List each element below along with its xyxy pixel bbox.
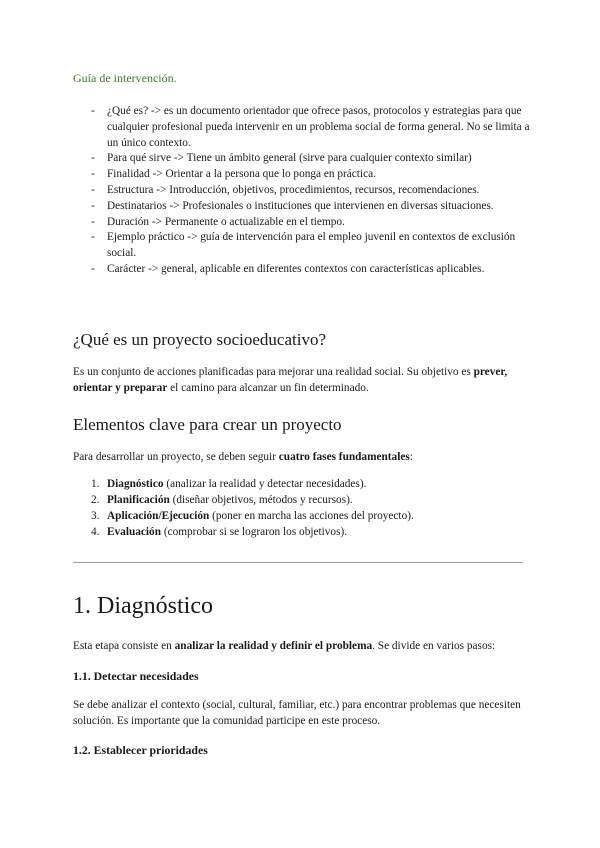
phase-desc: (comprobar si se lograron los objetivos). (161, 526, 348, 538)
list-item: - Duración -> Permanente o actualizable en el tiempo. (91, 215, 536, 231)
phases-list (91, 476, 414, 540)
bold-span: prever, orientar y preparar (73, 366, 508, 394)
phase-desc: (poner en marcha las acciones del proyecto). (209, 510, 414, 522)
list-item (91, 524, 414, 540)
list-item (91, 476, 414, 492)
list-item: - Estructura -> Introducción, objetivos, procedimientos, recursos, recomendaciones. (91, 183, 536, 199)
diagnostico-heading: 1. Diagnóstico (73, 593, 213, 619)
list-item: - Para qué sirve -> Tiene un ámbito general (sirve para cualquier contexto similar) (91, 151, 536, 167)
list-number: 2. (91, 494, 100, 506)
phase-name: Planificación (107, 494, 170, 506)
text-span: . Se divide en varios pasos: (372, 640, 496, 652)
elementos-intro (73, 449, 528, 465)
text-span: Para desarrollar un proyecto, se deben seguir (73, 451, 279, 463)
list-number: 4. (91, 526, 100, 538)
list-item: - ¿Qué es? -> es un documento orientador que ofrece pasos, protocolos y estrategias para que cualquier profesional pueda intervenir en un problema social de forma general. No se limita a un único contexto. (91, 104, 536, 151)
text-span: : (409, 451, 413, 463)
list-item: - Finalidad -> Orientar a la persona que lo ponga en práctica. (91, 167, 536, 183)
guia-list (91, 104, 536, 278)
phase-name: Diagnóstico (107, 478, 164, 490)
proyecto-definition (73, 364, 528, 396)
list-item: - Destinatarios -> Profesionales o instituciones que intervienen en diversas situaciones. (91, 199, 536, 215)
bold-span: analizar la realidad y definir el problema (174, 640, 373, 652)
guia-title: Guía de intervención. (73, 71, 177, 85)
subheading-detectar: 1.1. Detectar necesidades (73, 669, 199, 683)
bold-span: cuatro fases fundamentales (278, 451, 410, 463)
section-heading-proyecto: ¿Qué es un proyecto socioeducativo? (73, 330, 327, 349)
section-heading-elementos: Elementos clave para crear un proyecto (73, 415, 342, 434)
text-span: el camino para alcanzar un fin determinado. (167, 382, 369, 394)
subheading-prioridades: 1.2. Establecer prioridades (73, 743, 208, 757)
divider (73, 562, 523, 563)
phase-desc: (diseñar objetivos, métodos y recursos). (169, 494, 353, 506)
list-item: - Carácter -> general, aplicable en diferentes contextos con características aplicables. (91, 262, 536, 278)
list-item: - Ejemplo práctico -> guía de intervención para el empleo juvenil en contextos de exclusión social. (91, 230, 536, 262)
diagnostico-intro (73, 638, 528, 654)
phase-name: Evaluación (107, 526, 161, 538)
text-span: Es un conjunto de acciones planificadas para mejorar una realidad social. Su objetivo es (73, 366, 474, 378)
list-item (91, 492, 414, 508)
detectar-text: Se debe analizar el contexto (social, cultural, familiar, etc.) para encontrar problemas que necesiten solución. Es importante que la comunidad participe en este proceso. (73, 699, 521, 727)
list-number: 3. (91, 510, 100, 522)
phase-desc: (analizar la realidad y detectar necesidades). (163, 478, 367, 490)
list-number: 1. (91, 478, 100, 490)
phase-name: Aplicación/Ejecución (107, 510, 210, 522)
list-item (91, 508, 414, 524)
text-span: Esta etapa consiste en (73, 640, 175, 652)
